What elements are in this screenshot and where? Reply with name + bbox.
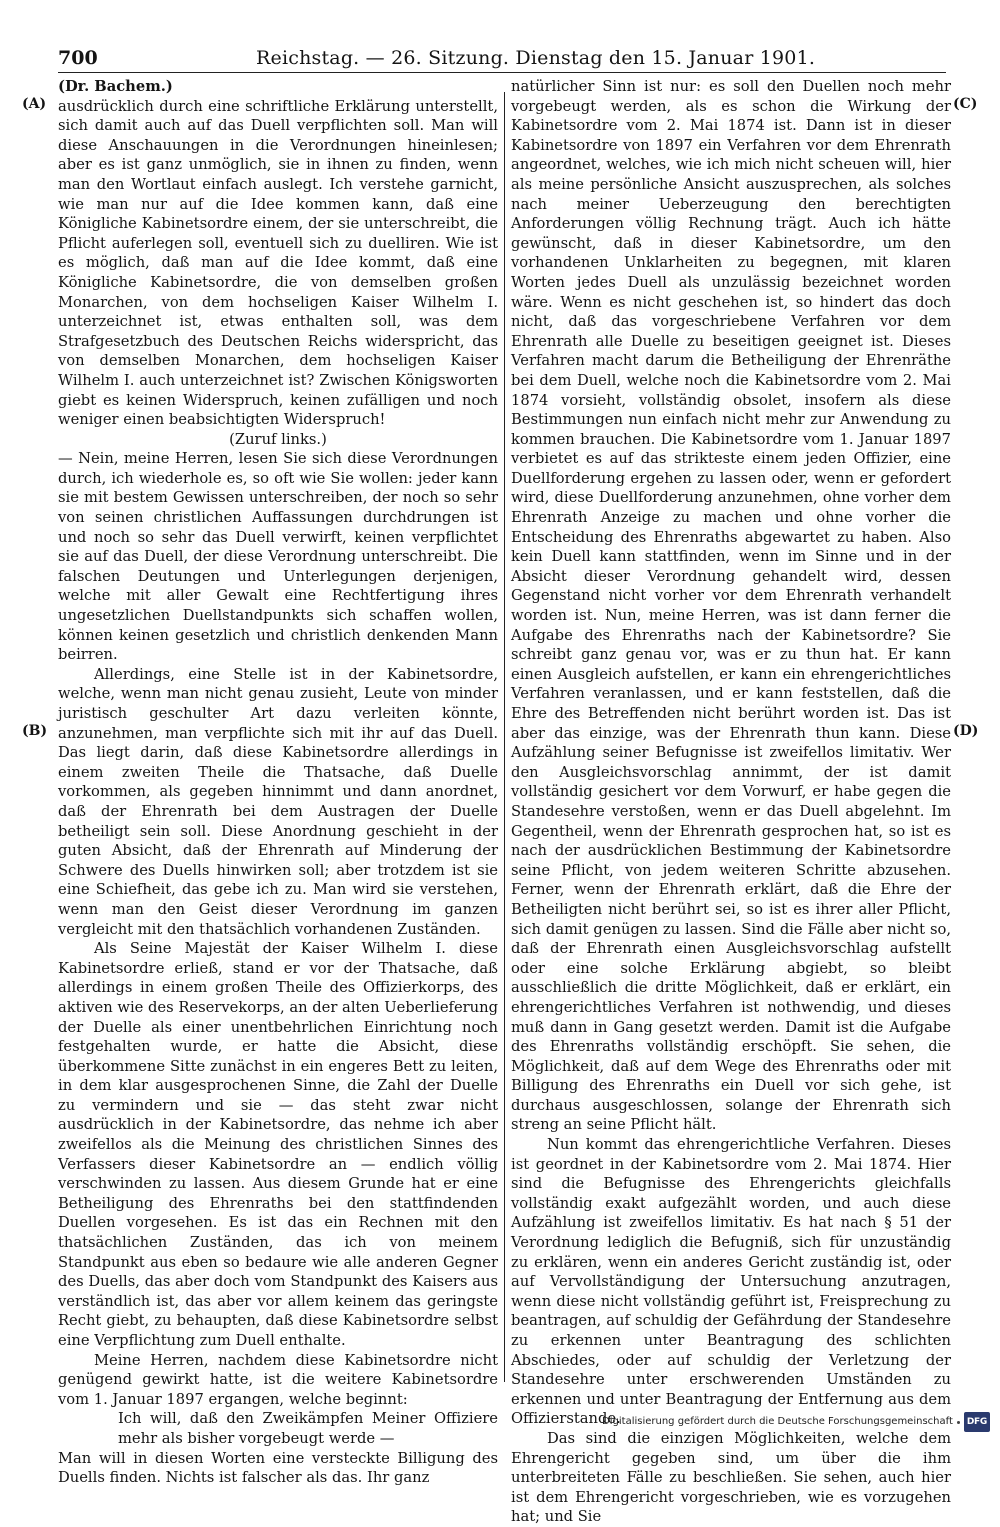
left-column	[58, 77, 498, 1487]
separator-dot-icon	[957, 1421, 960, 1424]
page-header	[58, 44, 946, 72]
interjection: (Zuruf links.)	[229, 430, 327, 448]
page-footer	[602, 1413, 990, 1431]
paragraph: ausdrücklich durch eine schriftliche Erklärung unterstellt, sich damit auch auf das Duell verpflichten soll. Man will diese Anschauungen in die Verordnungen hineinlesen; aber es ist ganz unmöglich, sie in ihnen zu finden, wenn man den Wortlaut einfach auslegt. Ich verstehe garnicht, wie man nur auf die Idee kommen kann, daß eine Königliche Kabinetsordre einem, der sie unterschreibt, die Pflicht auferlegen soll, eventuell sich zu duelliren. Wie ist es möglich, daß man auf die Idee kommt, daß eine Königliche Kabinetsordre, die von demselben großen Monarchen, von dem hochseligen Kaiser Wilhelm I. unterzeichnet ist, etwas enthalten soll, was dem Strafgesetzbuch des Deutschen Reichs widerspricht, das von demselben Monarchen, dem hochseligen Kaiser Wilhelm I. auch unterzeichnet ist? Zwischen Königsworten giebt es keinen Widerspruch, keinen zufälligen und noch weniger einen beabsichtigten Widerspruch!	[58, 97, 498, 429]
column-divider	[504, 92, 505, 1382]
paragraph: Man will in diesen Worten eine versteckte Billigung des Duells finden. Nichts ist falscher als das. Ihr ganz	[58, 1449, 498, 1487]
paragraph: Nun kommt das ehrengerichtliche Verfahren. Dieses ist geordnet in der Kabinetsordre vom 2. Mai 1874. Hier sind die Befugnisse des Ehrengerichts gleichfalls vollständig exakt aufgezählt worden, und auch diese Aufzählung ist zweifellos limitativ. Es hat nach § 51 der Verordnung lediglich die Befugniß, sich für unzuständig zu erklären, wenn ein anderes Gericht zuständig ist, oder auf Vervollständigung der Untersuchung anzutragen, wenn diese nicht vollständig geführt ist, Freisprechung zu beantragen, auf schuldig der Gefährdung der Standesehre zu erkennen unter Beantragung des schlichten Abschiedes, oder auf schuldig der Verletzung der Standesehre unter erschwerenden Umständen zu erkennen und unter Beantragung der Entfernung aus dem Offizierstande.	[511, 1136, 951, 1428]
margin-marker-a: (A)	[22, 96, 47, 112]
dfg-logo-icon: DFG	[964, 1412, 990, 1432]
paragraph: natürlicher Sinn ist nur: es soll den Duellen noch mehr vorgebeugt werden, als es schon die Wirkung der Kabinetsordre vom 2. Mai 1874 ist. Dann ist in dieser Kabinetsordre von 1897 ein Verfahren vor dem Ehrenrath angeordnet, welches, wie ich mich nicht scheuen will, hier als meine persönliche Ansicht auszusprechen, als solches nach meiner Ueberzeugung den berechtigten Anforderungen völlig Rechnung trägt. Auch ich hätte gewünscht, daß in dieser Kabinetsordre, um den vorhandenen Unklarheiten zu begegnen, mit klaren Worten jedes Duell als unzulässig bezeichnet worden wäre. Wenn es nicht geschehen ist, so hindert das doch nicht, daß das vorgeschriebene Verfahren vor dem Ehrenrath alle Duelle zu beseitigen geeignet ist. Dieses Verfahren macht darum die Betheiligung der Ehrenräthe bei dem Duell, welche noch die Kabinetsordre vom 2. Mai 1874 vorsieht, vollständig obsolet, insofern als diese Bestimmungen nun einfach nicht mehr zur Anwendung zu kommen brauchen. Die Kabinetsordre vom 1. Januar 1897 verbietet es auf das strikteste einem jeden Offizier, eine Duellforderung ergehen zu lassen oder, wenn er gefordert wird, diese Duellforderung anzunehmen, ohne vorher dem Ehrenrath Anzeige zu machen und ohne vorher die Entscheidung des Ehrenraths abgewartet zu haben. Also kein Duell kann stattfinden, wenn im Sinne und in der Absicht dieser Verordnung gehandelt wird, dessen Gegenstand nicht vorher vor dem Ehrenrath verhandelt worden ist. Nun, meine Herren, was ist dann ferner die Aufgabe des Ehrenraths nach der Kabinetsordre? Sie schreibt ganz genau vor, was er zu thun hat. Er kann einen Ausgleich aufstellen, er kann ein ehrengerichtliches Verfahren veranlassen, und er kann feststellen, daß die Ehre des Betreffenden nicht berührt worden ist. Das ist aber das einzige, was der Ehrenrath thun kann. Diese Aufzählung seiner Befugnisse ist zweifellos limitativ. Wer den Ausgleichsvorschlag annimmt, der ist damit vollständig gesichert vor dem Vorwurf, er habe gegen die Standesehre verstoßen, wenn er das Duell abgelehnt. Im Gegentheil, wenn der Ehrenrath gesprochen hat, so ist es nach der ausdrücklichen Bestimmung der Kabinetsordre seine Pflicht, von jedem weiteren Schritte abzusehen. Ferner, wenn der Ehrenrath erklärt, daß die Ehre der Betheiligten nicht berührt sei, so ist es ihrer aller Pflicht, sich damit genügen zu lassen. Sind die Fälle aber nicht so, daß der Ehrenrath einen Ausgleichsvorschlag aufstellt oder eine solche Erklärung abgiebt, so bleibt ausschließlich die dritte Möglichkeit, daß er erklärt, ein ehrengerichtliches Verfahren ist nothwendig, und dieses muß dann in Gang gesetzt werden. Damit ist die Aufgabe des Ehrenraths vollständig erschöpft. Sie sehen, die Möglichkeit, daß auf dem Wege des Ehrenraths oder mit Billigung des Ehrenraths ein Duell vor sich gehe, ist durchaus ausgeschlossen, solange der Ehrenrath sich streng an seine Pflicht hält.	[511, 78, 951, 1134]
speaker-name: (Dr. Bachem.)	[58, 78, 173, 95]
block-quote: Ich will, daß den Zweikämpfen Meiner Offiziere mehr als bisher vorgebeugt werde —	[118, 1410, 498, 1447]
running-title: Reichstag. — 26. Sitzung. Dienstag den 15. Januar 1901.	[256, 47, 816, 69]
paragraph: Das sind die einzigen Möglichkeiten, welche dem Ehrengericht gegeben sind, um über die ihm unterbreiteten Fälle zu beschließen. Sie sehen, auch hier ist dem Ehrengericht vorgeschrieben, wie es vorzugehen hat; und Sie	[511, 1429, 951, 1526]
margin-marker-c: (C)	[953, 96, 978, 112]
paragraph: — Nein, meine Herren, lesen Sie sich diese Verordnungen durch, ich wiederhole es, so oft wie Sie wollen: jeder kann sie mit bestem Gewissen unterschreiben, der noch so sehr von seinen christlichen Auffassungen durchdrungen ist und noch so sehr das Duell verwirft, keinen verpflichtet sie auf das Duell, der diese Verordnung unterschreibt. Die falschen Deutungen und Unterlegungen derjenigen, welche mit aller Gewalt eine Rechtfertigung ihres ungesetzlichen Duellstandpunkts sich schaffen wollen, können keinen gesetzlich und christlich denkenden Mann beirren.	[58, 450, 498, 664]
margin-marker-d: (D)	[953, 723, 979, 739]
paragraph: Allerdings, eine Stelle ist in der Kabinetsordre, welche, wenn man nicht genau zusieht, Leute von minder juristisch geschulter Art dazu verleiten könnte, anzunehmen, man verpflichte sich mit ihr auf das Duell. Das liegt darin, daß diese Kabinetsordre allerdings in einem zweiten Theile die Thatsache, daß Duelle vorkommen, als gegeben hinnimmt und dann anordnet, daß der Ehrenrath bei dem Austragen der Duelle betheiligt sein soll. Diese Anordnung geschieht in der guten Absicht, daß der Ehrenrath auf Minderung der Schwere des Duells hinwirken soll; aber trotzdem ist sie eine Schiefheit, das gebe ich zu. Man wird sie verstehen, wenn man den Geist dieser Verordnung im ganzen vergleicht mit den thatsächlich vorhandenen Zuständen.	[58, 665, 498, 938]
paragraph: Meine Herren, nachdem diese Kabinetsordre nicht genügend gewirkt hatte, ist die weitere Kabinetsordre vom 1. Januar 1897 ergangen, welche beginnt:	[58, 1351, 498, 1408]
page-number: 700	[58, 47, 98, 69]
paragraph: Als Seine Majestät der Kaiser Wilhelm I. diese Kabinetsordre erließ, stand er vor der Thatsache, daß allerdings in einem großen Theile des Offizierkorps, des aktiven wie des Reservekorps, an der alten Ueberlieferung der Duelle als einer unentbehrlichen Einrichtung noch festgehalten wurde, er hatte die Absicht, diese überkommene Sitte zunächst in ein engeres Bett zu leiten, in dem klar ausgesprochenen Sinne, die Zahl der Duelle zu vermindern und sie — das steht zwar nicht ausdrücklich in der Kabinetsordre, das nehme ich aber zweifellos als die Meinung des christlichen Sinnes des Verfassers dieser Kabinetsordre an — endlich völlig verschwinden zu lassen. Aus diesem Grunde hat er eine Betheiligung des Ehrenraths bei den stattfindenden Duellen vorgesehen. Es ist das ein Rechnen mit den thatsächlichen Zuständen, das ich von meinem Standpunkt aus eben so bedaure wie alle anderen Gegner des Duells, das aber doch vom Standpunkt des Kaisers aus verständlich ist, das aber vor allem keinem das geringste Recht giebt, zu behaupten, daß diese Kabinetsordre selbst eine Verpflichtung zum Duell enthalte.	[58, 940, 498, 1349]
digitization-credit: Digitalisierung gefördert durch die Deutsche Forschungsgemeinschaft	[602, 1416, 953, 1427]
margin-marker-b: (B)	[22, 723, 48, 739]
header-rule	[58, 72, 946, 73]
